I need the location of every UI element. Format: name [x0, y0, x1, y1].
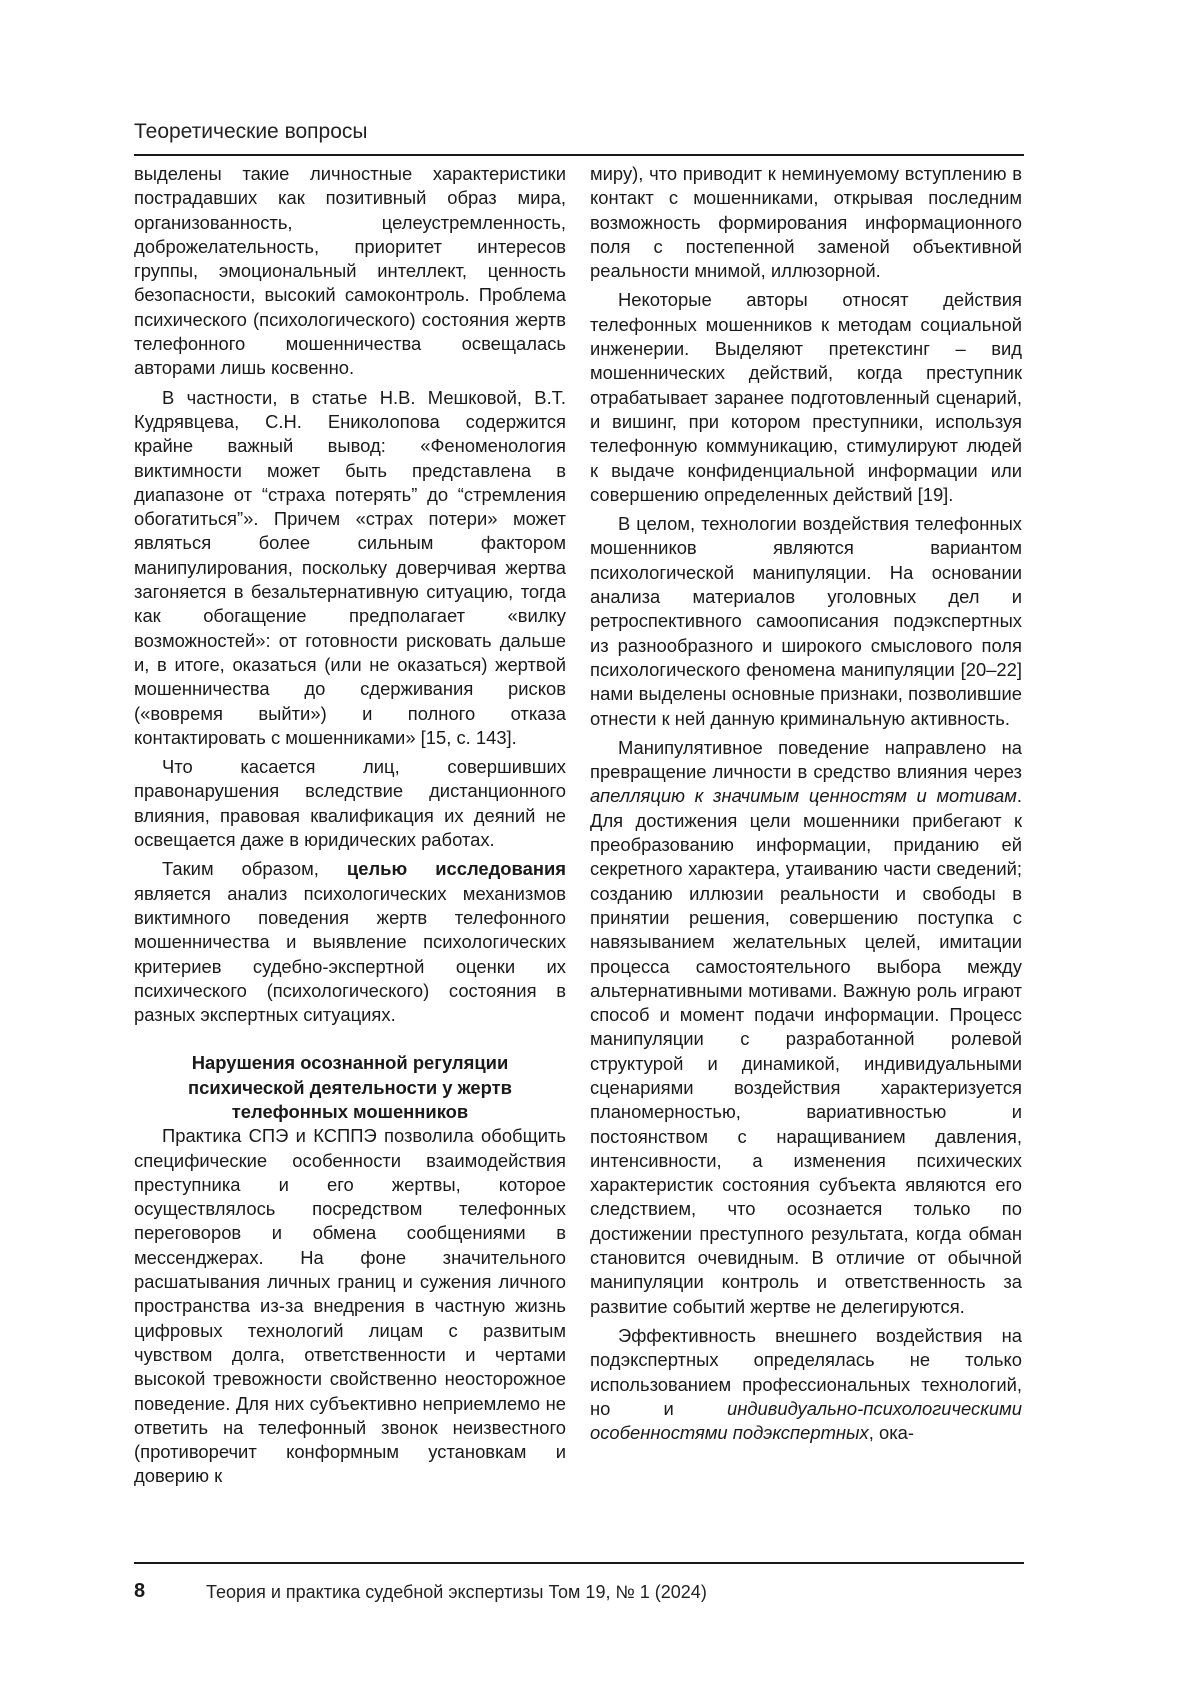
- bold-phrase: целью исследования: [346, 858, 566, 880]
- paragraph-text: , ока-: [868, 1422, 914, 1444]
- paragraph: миру), что приводит к неминуемому вступлению в контакт с мошенниками, открывая последним возможность формирования информационного поля с постепенной заменой объективной реальности мнимой, иллюзорной.: [590, 163, 1022, 282]
- footer-rule: [134, 1562, 1024, 1564]
- paragraph-text: . Для достижения цели мошенники прибегают к преобразованию информации, приданию ей секретного характера, утаиванию части сведений; созданию иллюзии реальности и свободы в принятии решения, совершению поступка с навязыванием желательных целей, имитации процесса самостоятельного выбора между альтернативными мотивами. Важную роль играют способ и момент подачи информации. Процесс манипуляции с разработанной ролевой структурой и динамикой, индивидуальными сценариями воздействия характеризуется планомерностью, вариативностью и постоянством с наращиванием давления, интенсивности, а изменения психических характеристик состояния субъекта являются его следствием, что осознается только по достижении преступного результата, когда обман становится очевидным. В отличие от обычной манипуляции контроль и ответственность за развитие событий жертве не делегируются.: [590, 785, 1022, 1317]
- paragraph: выделены такие личностные характеристики пострадавших как позитивный образ мира, организованность, целеустремленность, доброжелательность, приоритет интересов группы, эмоциональный интеллект, ценность безопасности, высокий самоконтроль. Проблема психического (психологического) состояния жертв телефонного мошенничества освещалась авторами лишь косвенно.: [134, 163, 566, 379]
- journal-citation: Теория и практика судебной экспертизы Том 19, № 1 (2024): [206, 1582, 707, 1602]
- paragraph: Некоторые авторы относят действия телефонных мошенников к методам социальной инженерии. Выделяют претекстинг – вид мошеннических действий, когда преступник отрабатывает заранее подготовленный сценарий, и вишинг, при котором преступники, используя телефонную коммуникацию, стимулируют людей к выдаче конфиденциальной информации или совершению определенных действий [19].: [590, 289, 1022, 505]
- paragraph-text: Таким образом,: [162, 858, 347, 880]
- italic-phrase: индивидуально-психологическими особенностями подэкспертных: [590, 1397, 1022, 1444]
- paragraph: [134, 857, 566, 1027]
- paragraph-text: Манипулятивное поведение направлено на превращение личности в средство влияния через: [590, 736, 1022, 783]
- paragraph: Что касается лиц, совершивших правонарушения вследствие дистанционного влияния, правовая квалификация их деяний не освещается даже в юридических работах.: [134, 756, 566, 851]
- page-number: 8: [134, 1580, 146, 1602]
- paragraph: В целом, технологии воздействия телефонных мошенников являются вариантом психологической манипуляции. На основании анализа материалов уголовных дел и ретроспективного самоописания подэкспертных из разнообразного и широкого смыслового поля психологического феномена манипуляции [20–22] нами выделены основные признаки, позволившие отнести к ней данную криминальную активность.: [590, 513, 1022, 729]
- paragraph: В частности, в статье Н.В. Мешковой, В.Т. Кудрявцева, С.Н. Ениколопова содержится крайне важный вывод: «Феноменология виктимности может быть представлена в диапазоне от “страха потерять” до “стремления обогатиться”». Причем «страх потери» может являться более сильным фактором манипулирования, поскольку доверчивая жертва загоняется в безальтернативную ситуацию, тогда как обогащение предполагает «вилку возможностей»: от готовности рисковать дальше и, в итоге, оказаться (или не оказаться) жертвой мошенничества до сдерживания рисков («вовремя выйти») и полного отказа контактировать с мошенниками» [15, с. 143].: [134, 386, 566, 748]
- right-column: [590, 162, 1022, 1445]
- section-heading: Нарушения осознанной регуляции психической деятельности у жертв телефонных мошенников: [188, 1052, 512, 1122]
- paragraph: Практика СПЭ и КСППЭ позволила обобщить специфические особенности взаимодействия преступника и его жертвы, которое осуществлялось посредством телефонных переговоров и обмена сообщениями в мессенджерах. На фоне значительного расшатывания личных границ и сужения личного пространства из-за внедрения в частную жизнь цифровых технологий лицам с развитым чувством долга, ответственности и чертами высокой тревожности свойственно неосторожное поведение. Для них субъективно неприемлемо не ответить на телефонный звонок неизвестного (противоречит конформным установкам и доверию к: [134, 1125, 566, 1487]
- paragraph-text: Эффективность внешнего воздействия на подэкспертных определялась не только использованием профессиональных технологий, но и: [590, 1324, 1022, 1419]
- italic-phrase: апелляцию к значимым ценностям и мотивам: [590, 785, 1017, 807]
- paragraph-text: является анализ психологических механизмов виктимного поведения жертв телефонного мошенничества и выявление психологических критериев судебно-экспертной оценки их психического (психологического) состояния в разных экспертных ситуациях.: [134, 882, 566, 1026]
- header-rule: [134, 154, 1024, 156]
- paragraph: [590, 736, 1022, 1319]
- left-column: [134, 162, 566, 1489]
- paragraph: [590, 1324, 1022, 1445]
- running-head-title: Теоретические вопросы: [134, 120, 368, 143]
